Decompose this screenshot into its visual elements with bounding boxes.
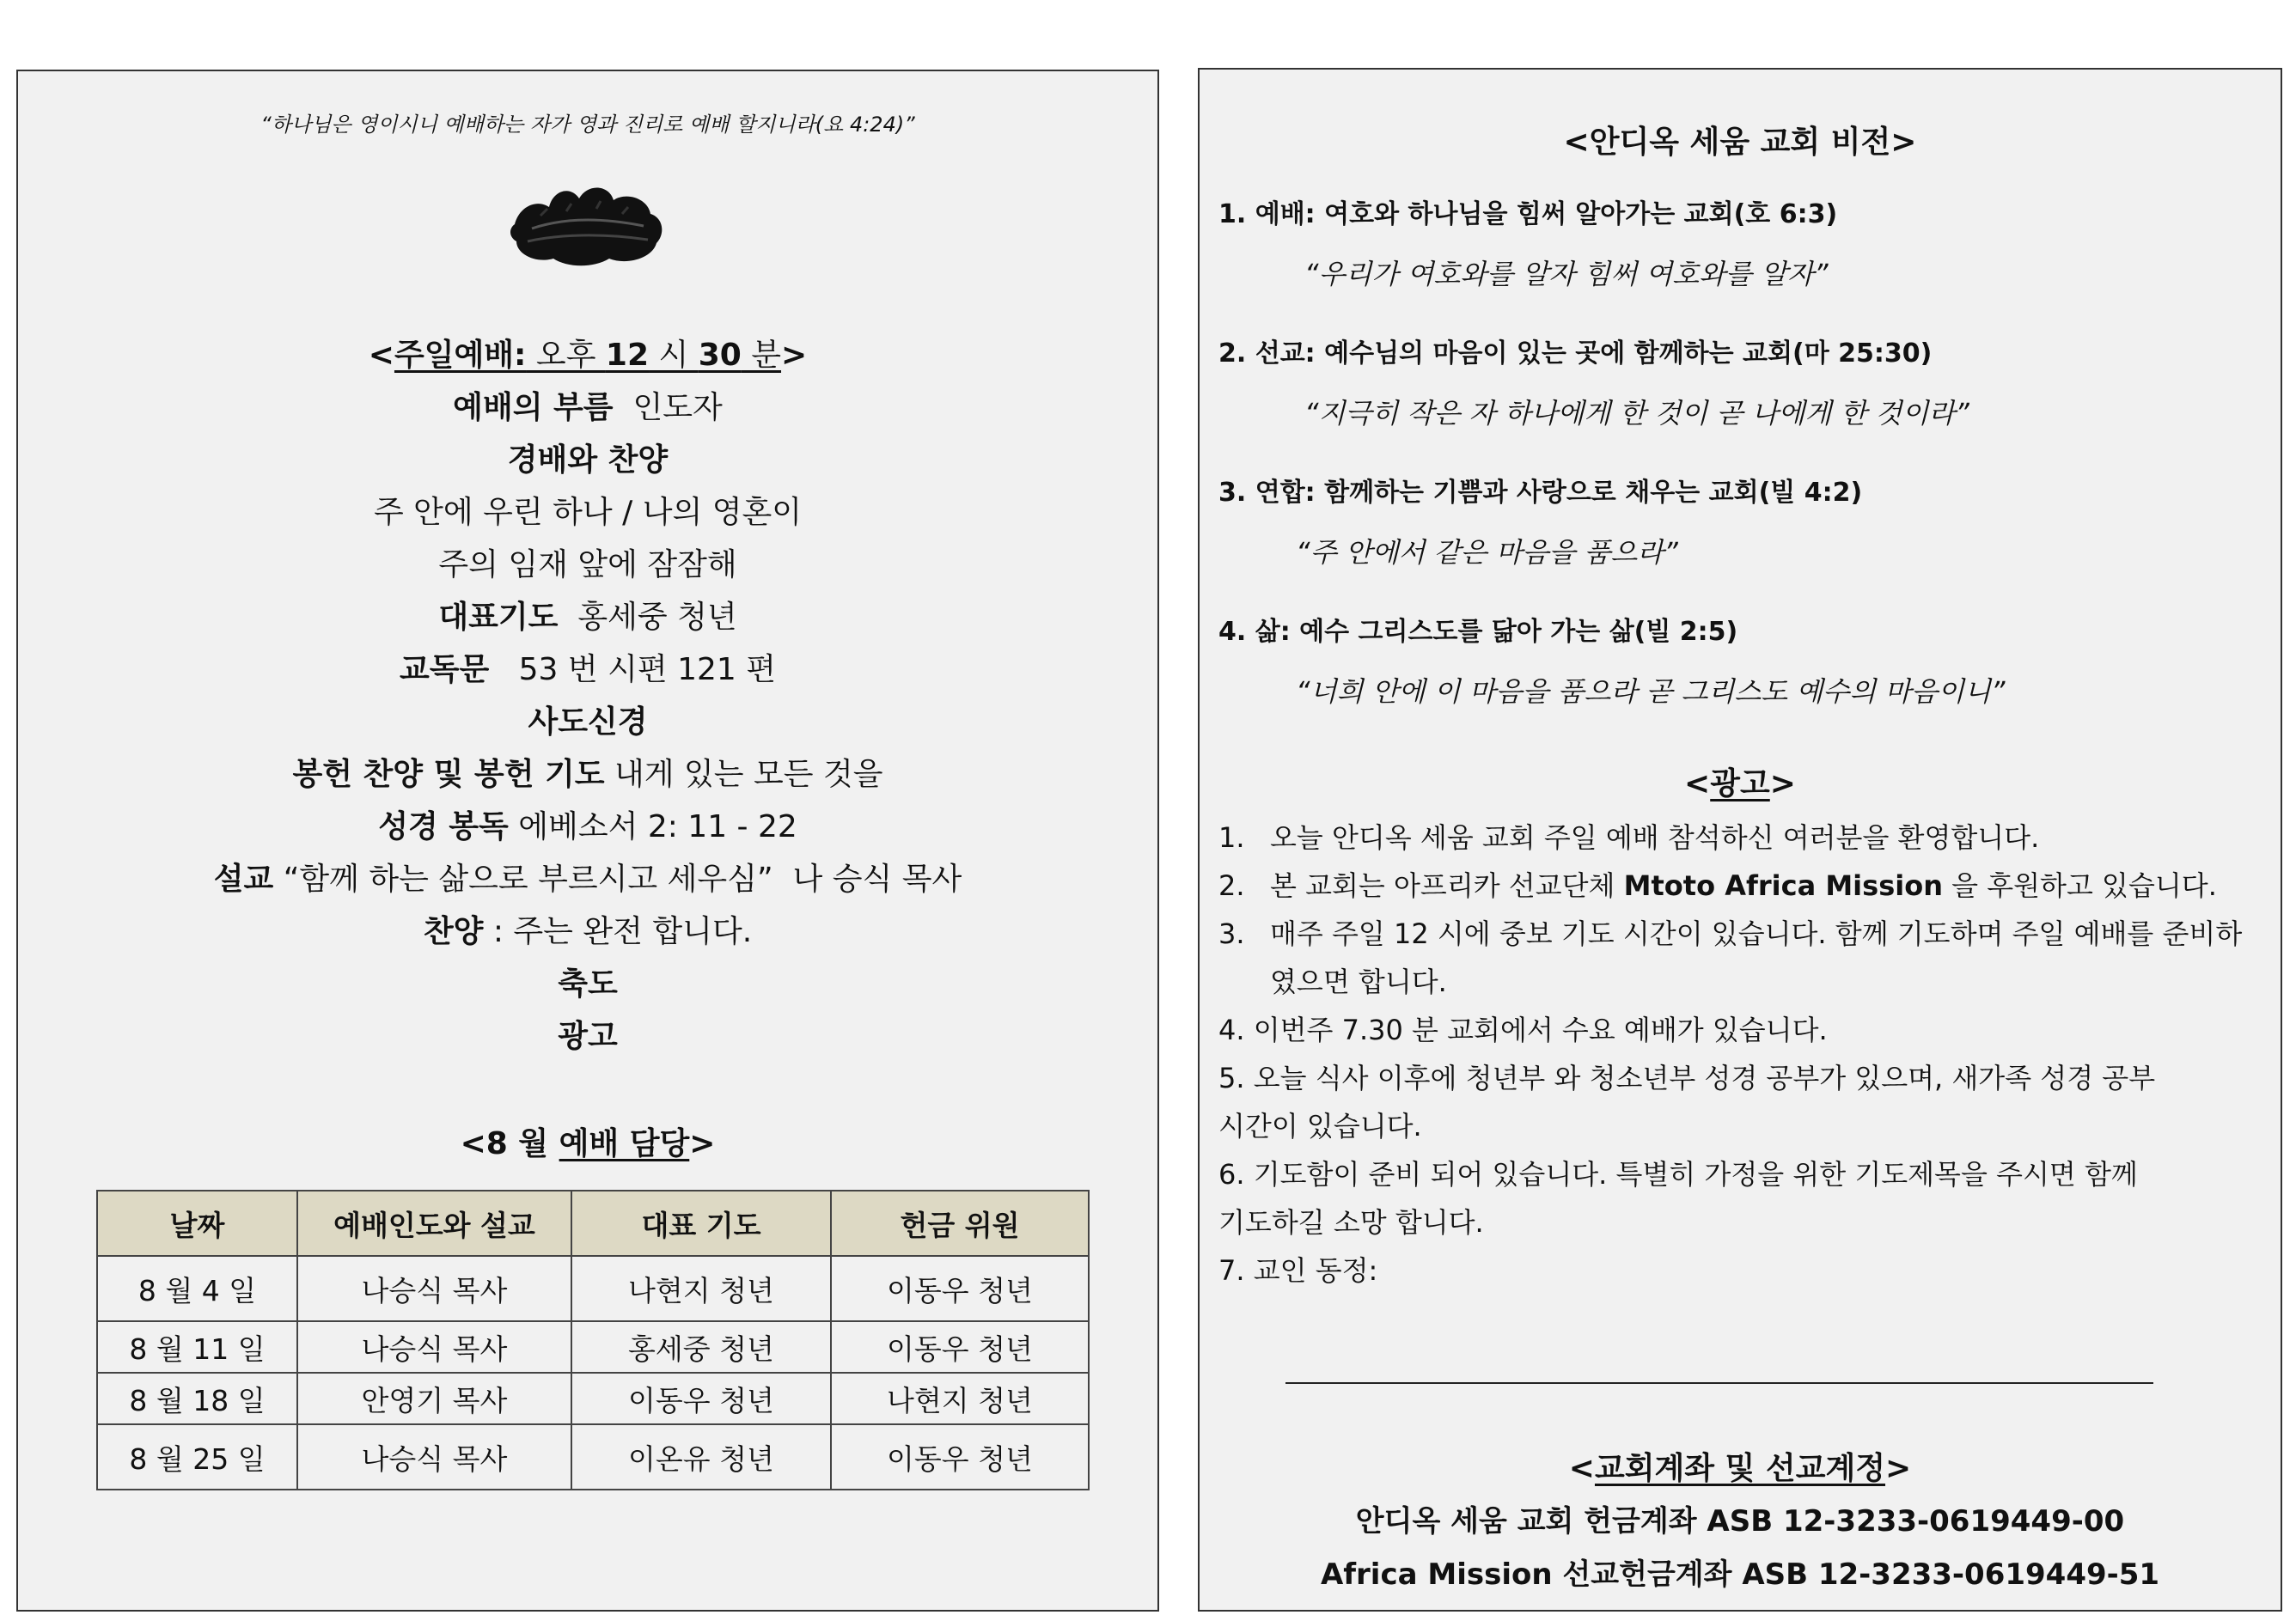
worship-order-line: [18, 853, 1157, 905]
table-row: [97, 1321, 1089, 1373]
order-label: 축도: [558, 966, 618, 1002]
announcement-item: 6. 기도함이 준비 되어 있습니다. 특별히 가정을 위한 기도제목을 주시면 함께 기도하길 소망 합니다.: [1218, 1158, 2138, 1239]
order-label: 성경 봉독: [378, 809, 509, 844]
col-header-date: 날짜: [97, 1191, 297, 1256]
table-row: [97, 1424, 1089, 1490]
table-cell: 나현지 청년: [571, 1256, 831, 1321]
ads-title-suffix: >: [1769, 766, 1796, 801]
order-text: 주 안에 우린 하나 / 나의 영혼이: [373, 495, 803, 530]
title-bracket-close: >: [781, 338, 808, 373]
worship-order: [18, 329, 1157, 1063]
worship-order-line: [18, 381, 1157, 434]
worship-order-line: [18, 958, 1157, 1010]
ads-title-main: 광고: [1710, 766, 1770, 801]
announcement-item: 7. 교인 동정:: [1218, 1254, 1378, 1287]
worship-title: [18, 329, 1157, 381]
order-text: 인도자: [613, 390, 723, 425]
worship-order-line: [18, 748, 1157, 801]
worship-order-line: [18, 539, 1157, 591]
announcement-item: [1218, 814, 2255, 862]
announcement-text: 오늘 안디옥 세움 교회 주일 예배 참석하신 여러분을 환영합니다.: [1270, 821, 2040, 854]
col-header-offering: 헌금 위원: [831, 1191, 1089, 1256]
announcement-item: 5. 오늘 식사 이후에 청년부 와 청소년부 성경 공부가 있으며, 새가족 성경 공부 시간이 있습니다.: [1218, 1062, 2156, 1143]
worship-time: 주일예배: 오후 12 시 30 분: [394, 338, 782, 373]
announcement-item: 4. 이번주 7.30 분 교회에서 수요 예배가 있습니다.: [1218, 1014, 1828, 1046]
order-text: “함께 하는 삶으로 부르시고 세우심” 나 승식 목사: [273, 862, 962, 897]
order-text: 53 번 시편 121 편: [489, 652, 777, 687]
vision-title: <안디옥 세움 교회 비전>: [1563, 125, 1917, 160]
order-label: 설교: [213, 862, 274, 897]
table-cell: 8 월 4 일: [97, 1256, 297, 1321]
announcement-item: [1218, 862, 2255, 910]
vision-item: [1218, 190, 2263, 329]
table-row: [97, 1256, 1089, 1321]
announcement-text-part: 본 교회는 아프리카 선교단체: [1270, 869, 1624, 902]
title-bracket-open: <: [368, 338, 394, 373]
mission-account: Africa Mission 선교헌금계좌 ASB 12-3233-0619449-51: [1320, 1557, 2160, 1592]
order-label: 봉헌 찬양 및 봉헌 기도: [292, 757, 605, 792]
order-label: 찬양: [423, 914, 484, 949]
church-account: 안디옥 세움 교회 헌금계좌 ASB 12-3233-0619449-00: [1355, 1504, 2125, 1539]
announcement-text-part: 을 후원하고 있습니다.: [1942, 869, 2217, 902]
table-cell: 이온유 청년: [571, 1424, 831, 1490]
table-cell: 홍세중 청년: [571, 1321, 831, 1373]
account-title-prefix: <: [1568, 1451, 1595, 1486]
table-cell: 나현지 청년: [831, 1373, 1089, 1424]
account-title-suffix: >: [1885, 1451, 1912, 1486]
order-text: 주의 임재 앞에 잠잠해: [438, 547, 737, 582]
vision-list: [1218, 190, 2263, 747]
worship-order-line: [18, 643, 1157, 696]
vision-item: [1218, 607, 2263, 747]
divider-line: [1285, 1382, 2153, 1384]
vision-quote: “지극히 작은 자 하나에게 한 것이 곧 나에게 한 것이라”: [1304, 397, 1969, 430]
order-label: 광고: [558, 1019, 618, 1054]
order-label: 사도신경: [528, 704, 648, 740]
announcement-text: [1270, 862, 2217, 910]
worship-order-line: [18, 696, 1157, 748]
announcement-number: 2.: [1218, 869, 1245, 902]
col-header-leader: 예배인도와 설교: [297, 1191, 571, 1256]
table-cell: 이동우 청년: [831, 1256, 1089, 1321]
account-title-main: 교회계좌 및 선교계정: [1594, 1451, 1886, 1486]
order-text: : 주는 완전 합니다.: [483, 914, 753, 949]
worship-order-line: [18, 801, 1157, 853]
duty-table-title: [18, 1119, 1157, 1163]
table-cell: 이동우 청년: [831, 1321, 1089, 1373]
announcement-number: 1.: [1218, 821, 1245, 854]
order-label: 대표기도: [438, 600, 559, 635]
table-cell: 나승식 목사: [297, 1321, 571, 1373]
worship-order-line: [18, 486, 1157, 539]
left-panel: [16, 70, 1159, 1612]
vision-item: [1218, 329, 2263, 468]
announcement-number: 3.: [1218, 917, 1245, 950]
table-title-prefix: <8 월: [460, 1126, 559, 1161]
table-cell: 나승식 목사: [297, 1256, 571, 1321]
vision-head: 3. 연합: 함께하는 기쁨과 사랑으로 채우는 교회(빌 4:2): [1218, 478, 1863, 508]
account-title: [1200, 1444, 2281, 1488]
order-label: 교독문: [399, 652, 490, 687]
vision-head: 4. 삶: 예수 그리스도를 닮아 가는 삶(빌 2:5): [1218, 617, 1738, 647]
order-label: 경배와 찬양: [507, 442, 669, 478]
announcement-item: [1218, 910, 2255, 1006]
table-row: [97, 1373, 1089, 1424]
mission-name: Mtoto Africa Mission: [1623, 869, 1943, 902]
worship-order-line: [18, 591, 1157, 643]
table-cell: 8 월 11 일: [97, 1321, 297, 1373]
ads-title: [1200, 759, 2281, 803]
announcements: [1218, 814, 2255, 1295]
right-panel: [1198, 68, 2282, 1612]
table-cell: 이동우 청년: [571, 1373, 831, 1424]
order-label: 예배의 부름: [453, 390, 614, 425]
vision-quote: “우리가 여호와를 알자 힘써 여호와를 알자”: [1304, 258, 1829, 290]
table-header-row: [97, 1191, 1089, 1256]
vision-head: 1. 예배: 여호와 하나님을 힘써 알아가는 교회(호 6:3): [1218, 199, 1838, 229]
ads-title-prefix: <: [1684, 766, 1711, 801]
table-cell: 안영기 목사: [297, 1373, 571, 1424]
vision-head: 2. 선교: 예수님의 마음이 있는 곳에 함께하는 교회(마 25:30): [1218, 338, 1933, 369]
table-cell: 8 월 18 일: [97, 1373, 297, 1424]
table-cell: 나승식 목사: [297, 1424, 571, 1490]
vision-item: [1218, 468, 2263, 607]
announcement-text: 매주 주일 12 시에 중보 기도 시간이 있습니다. 함께 기도하며 주일 예배를 준비하였으면 합니다.: [1270, 917, 2243, 998]
table-title-main: 예배 담당: [559, 1126, 690, 1161]
worship-order-line: [18, 905, 1157, 958]
table-cell: 이동우 청년: [831, 1424, 1089, 1490]
worship-order-line: [18, 1010, 1157, 1063]
scripture-verse: “하나님은 영이시니 예배하는 자가 영과 진리로 예배 할지니라(요 4:24)”: [260, 113, 915, 137]
order-text: 홍세중 청년: [558, 600, 737, 635]
vision-quote: “주 안에서 같은 마음을 품으라”: [1296, 536, 1678, 569]
order-text: 에베소서 2: 11 - 22: [508, 809, 797, 844]
worship-order-line: [18, 434, 1157, 486]
table-title-suffix: >: [689, 1126, 716, 1161]
order-text: 내게 있는 모든 것을: [604, 757, 883, 792]
col-header-prayer: 대표 기도: [571, 1191, 831, 1256]
vision-quote: “너희 안에 이 마음을 품으라 곧 그리스도 예수의 마음이니”: [1296, 675, 2006, 708]
table-cell: 8 월 25 일: [97, 1424, 297, 1490]
duty-table: [96, 1190, 1090, 1490]
crown-of-thorns-icon: [506, 173, 669, 271]
